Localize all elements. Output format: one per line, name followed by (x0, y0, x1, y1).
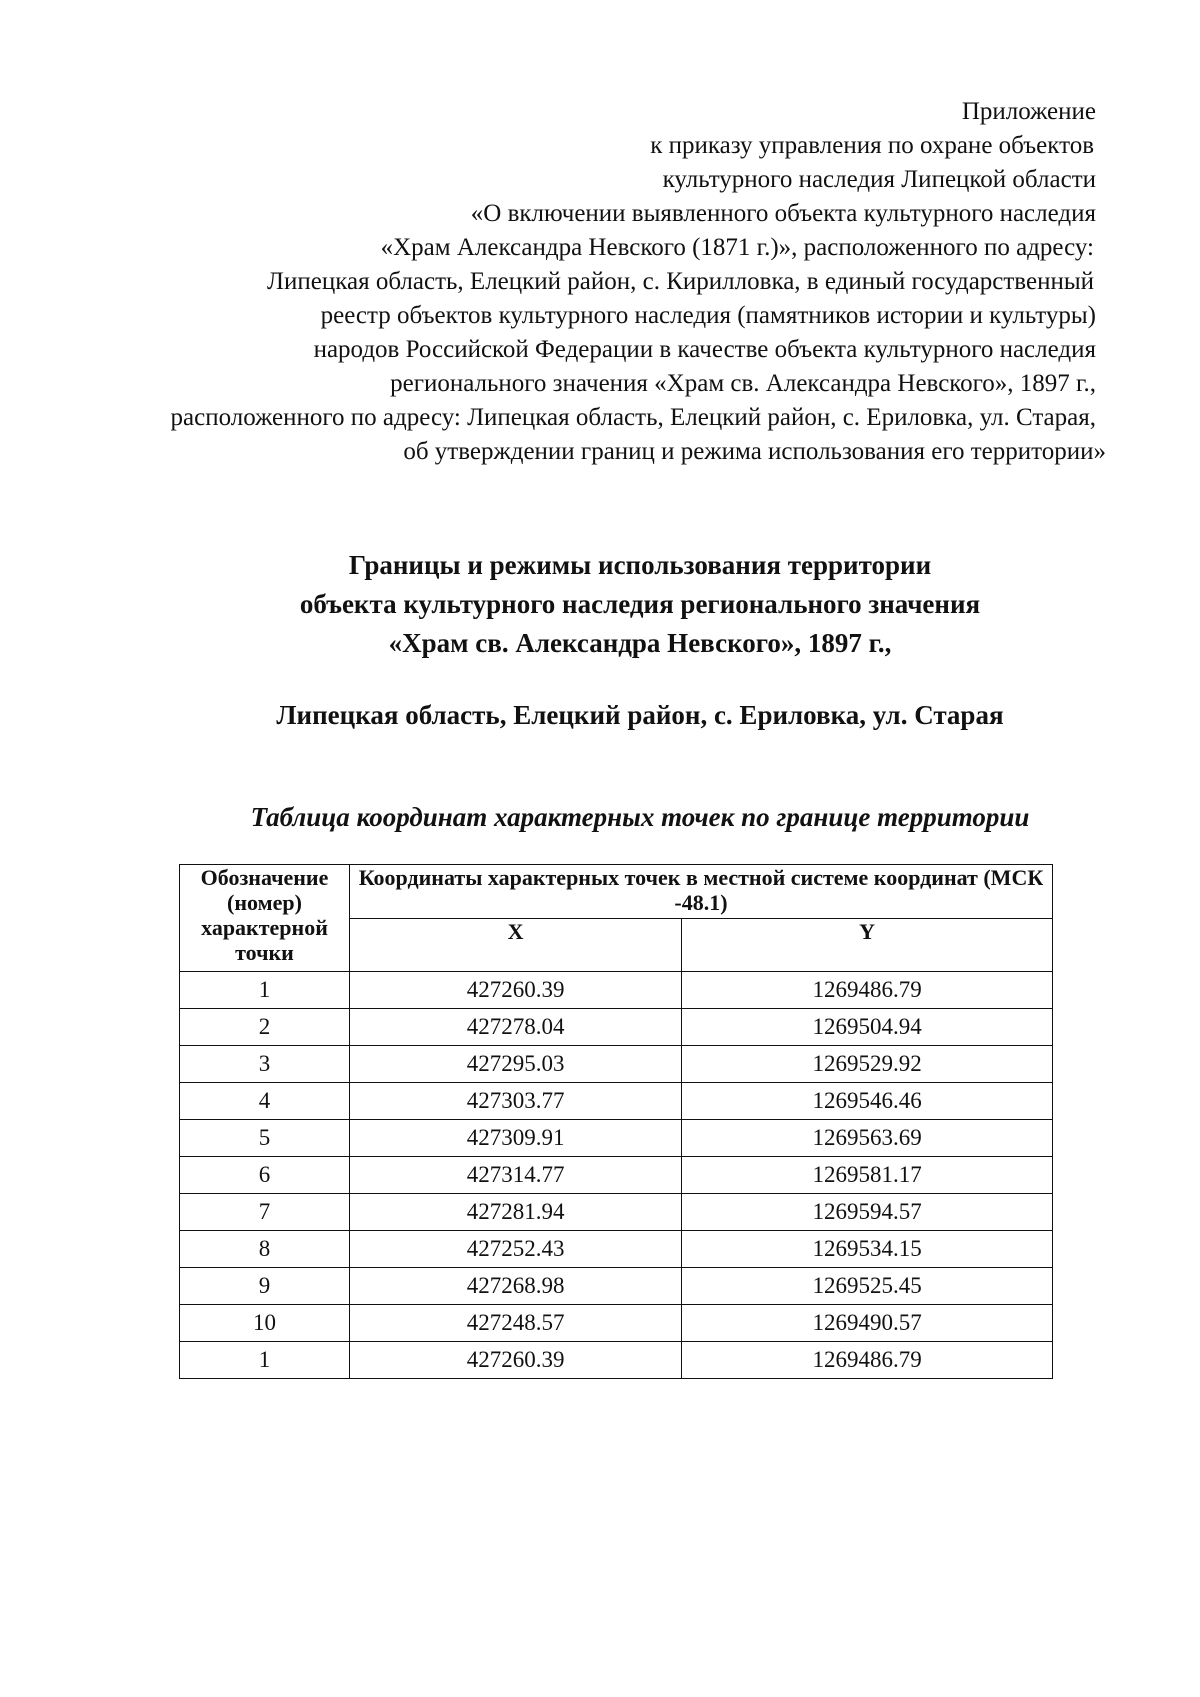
cell-num: 5 (180, 1120, 350, 1157)
cell-num: 1 (180, 1342, 350, 1379)
cell-x: 427260.39 (350, 1342, 682, 1379)
appendix-line: народов Российской Федерации в качестве объекта культурного наследия (313, 336, 1096, 363)
appendix-line: к приказу управления по охране объектов (650, 132, 1094, 159)
cell-num: 7 (180, 1194, 350, 1231)
header-y: Y (682, 919, 1053, 972)
cell-x: 427260.39 (350, 972, 682, 1009)
appendix-line: «О включении выявленного объекта культурного наследия (470, 200, 1096, 227)
cell-x: 427281.94 (350, 1194, 682, 1231)
object-address: Липецкая область, Елецкий район, с. Ериловка, ул. Старая (276, 700, 1004, 730)
appendix-line: регионального значения «Храм св. Александра Невского», 1897 г., (390, 370, 1096, 397)
appendix-line: Липецкая область, Елецкий район, с. Кирилловка, в единый государственный (267, 268, 1094, 295)
cell-y: 1269486.79 (682, 1342, 1053, 1379)
table-row (180, 1305, 1053, 1342)
cell-num: 1 (180, 972, 350, 1009)
cell-x: 427314.77 (350, 1157, 682, 1194)
cell-y: 1269581.17 (682, 1157, 1053, 1194)
cell-y: 1269486.79 (682, 972, 1053, 1009)
cell-x: 427252.43 (350, 1231, 682, 1268)
appendix-line: об утверждении границ и режима использования его территории» (403, 438, 1106, 465)
cell-num: 8 (180, 1231, 350, 1268)
coordinates-table (179, 864, 1053, 1379)
table-caption: Таблица координат характерных точек по границе территории (250, 802, 1030, 832)
cell-num: 9 (180, 1268, 350, 1305)
cell-y: 1269529.92 (682, 1046, 1053, 1083)
cell-num: 10 (180, 1305, 350, 1342)
table-row (180, 972, 1053, 1009)
document-title-line-2: объекта культурного наследия регионального значения (299, 589, 981, 619)
cell-x: 427268.98 (350, 1268, 682, 1305)
header-x: X (350, 919, 682, 972)
table-row (180, 1268, 1053, 1305)
cell-x: 427278.04 (350, 1009, 682, 1046)
cell-num: 6 (180, 1157, 350, 1194)
cell-num: 4 (180, 1083, 350, 1120)
cell-num: 2 (180, 1009, 350, 1046)
appendix-line: расположенного по адресу: Липецкая область, Елецкий район, с. Ериловка, ул. Старая, (170, 404, 1096, 431)
table-row (180, 1120, 1053, 1157)
cell-num: 3 (180, 1046, 350, 1083)
cell-y: 1269534.15 (682, 1231, 1053, 1268)
table-row (180, 1342, 1053, 1379)
table-row (180, 1083, 1053, 1120)
table-row (180, 1231, 1053, 1268)
document-title-line-3: «Храм св. Александра Невского», 1897 г., (388, 628, 892, 658)
table-row (180, 1046, 1053, 1083)
cell-y: 1269594.57 (682, 1194, 1053, 1231)
appendix-line: реестр объектов культурного наследия (памятников истории и культуры) (320, 302, 1096, 329)
cell-y: 1269504.94 (682, 1009, 1053, 1046)
table-row (180, 1009, 1053, 1046)
cell-y: 1269490.57 (682, 1305, 1053, 1342)
appendix-line: «Храм Александра Невского (1871 г.)», расположенного по адресу: (380, 234, 1094, 261)
cell-y: 1269525.45 (682, 1268, 1053, 1305)
appendix-line: культурного наследия Липецкой области (662, 166, 1096, 193)
cell-x: 427309.91 (350, 1120, 682, 1157)
document-title-line-1: Границы и режимы использования территории (348, 550, 932, 580)
header-coordinates: Координаты характерных точек в местной системе координат (МСК -48.1) (350, 865, 1053, 919)
appendix-header (110, 95, 1150, 469)
cell-x: 427295.03 (350, 1046, 682, 1083)
cell-y: 1269546.46 (682, 1083, 1053, 1120)
table-row (180, 1194, 1053, 1231)
table-row (180, 1157, 1053, 1194)
header-point-number: Обозначение (номер) характерной точки (180, 865, 350, 972)
appendix-line: Приложение (961, 98, 1096, 125)
cell-x: 427303.77 (350, 1083, 682, 1120)
cell-x: 427248.57 (350, 1305, 682, 1342)
cell-y: 1269563.69 (682, 1120, 1053, 1157)
